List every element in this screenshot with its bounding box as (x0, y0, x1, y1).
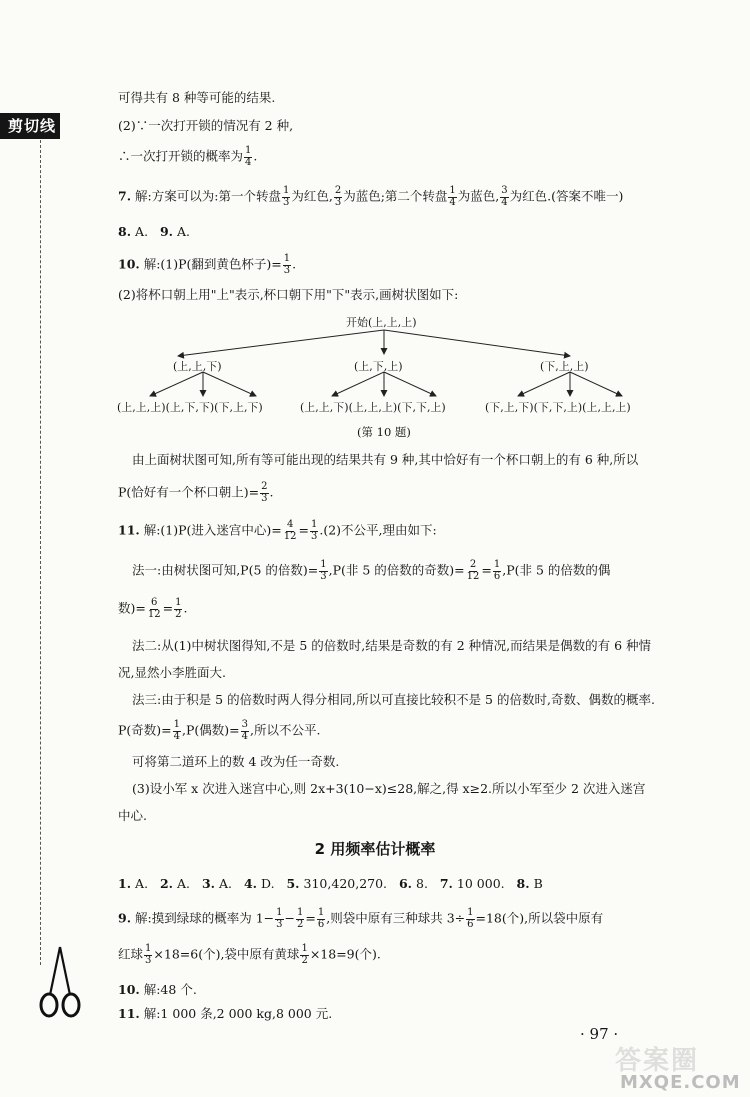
section2-question-11: 11. 解:1 000 条,2 000 kg,8 000 元. (118, 1006, 333, 1021)
cut-line-tab: 剪切线 (0, 113, 60, 139)
tree-level2-group: (上,上,上)(上,下,下)(下,上,下) (117, 401, 263, 414)
page-number: · 97 · (580, 1025, 619, 1043)
question-10: 10. 解:(1)P(翻到黄色杯子)= $\frac{1}{3}$ . (118, 253, 297, 276)
section-title: 2 用频率估计概率 (314, 840, 436, 858)
question-11: 11. 解:(1)P(进入迷宫中心)= $\frac{4}{12}$ = $\frac{1}{3}$ .(2)不公平,理由如下: (118, 519, 437, 542)
question-7: 7. 解:方案可以为:第一个转盘 $\frac{1}{3}$ 为红色, $\frac{2}{3}$ 为蓝色;第二个转盘 $\frac{1}{4}$ 为蓝色, $\frac{3}{4}$ 为红色.(答案不唯一) (118, 185, 624, 208)
tree-level1-node: (上,上,下) (173, 360, 222, 373)
watermark-logo: 答案圈 (615, 1046, 700, 1076)
section2-question-9: 9. 解:摸到绿球的概率为 1− $\frac{1}{3}$ − $\frac{1}{2}$ = $\frac{1}{6}$ ,则袋中原有三种球共 3÷ $\frac{1}{6}$ =18(个),所以袋中原有 (118, 907, 604, 930)
line-open-cases: (2)∵一次打开锁的情况有 2 种, (118, 118, 294, 133)
tree-root-node: 开始(上,上,上) (346, 316, 417, 329)
section2-question-10: 10. 解:48 个. (118, 982, 197, 997)
method-two-cont: 况,显然小李胜面大. (118, 665, 226, 680)
method-three: 法三:由于积是 5 的倍数时两人得分相同,所以可直接比较积不是 5 的倍数时,奇数、偶数的概率. (132, 692, 655, 707)
tree-level2-group: (上,上,下)(上,上,上)(下,下,上) (300, 401, 446, 414)
questions-8-9: 8. A. 9. A. (118, 224, 191, 239)
question-10-probability: P(恰好有一个杯口朝上)= $\frac{2}{3}$ . (118, 481, 274, 504)
scissors-icon (38, 945, 82, 1020)
tree-level2-group: (下,上,下)(下,下,上)(上,上,上) (485, 401, 631, 414)
part3-cont: 中心. (118, 808, 147, 823)
suggestion-line: 可将第二道环上的数 4 改为任一奇数. (132, 754, 340, 769)
line-open-probability: ∴一次打开锁的概率为 $\frac{1}{4}$ . (118, 145, 258, 168)
section2-question-9-cont: 红球 $\frac{1}{3}$ ×18=6(个),袋中原有黄球 $\frac{1}{2}$ ×18=9(个). (118, 943, 381, 966)
method-three-probabilities: P(奇数)= $\frac{1}{4}$ ,P(偶数)= $\frac{3}{4}$ ,所以不公平. (118, 719, 321, 742)
part3-line: (3)设小军 x 次进入迷宫中心,则 2x+3(10−x)≤28,解之,得 x≥2.所以小军至少 2 次进入迷宫 (132, 781, 646, 796)
tree-diagram (0, 0, 750, 440)
line-result-count: 可得共有 8 种等可能的结果. (118, 90, 276, 105)
watermark-url: MXQE.COM (620, 1072, 741, 1093)
method-two: 法二:从(1)中树状图得知,不是 5 的倍数时,结果是奇数的有 2 种情况,而结果是偶数的有 6 种情 (132, 638, 652, 653)
method-one: 法一:由树状图可知,P(5 的倍数)= $\frac{1}{3}$ ,P(非 5 的倍数的奇数)= $\frac{2}{12}$ = $\frac{1}{6}$ ,P(非 5 的倍数的偶 (132, 559, 611, 582)
short-answers: 1. A. 2. A. 3. A. 4. D. 5. 310,420,270. 6. 8. 7. 10 000. 8. B (118, 876, 543, 891)
tree-caption: (第 10 题) (357, 425, 411, 439)
question-10-part2: (2)将杯口朝上用"上"表示,杯口朝下用"下"表示,画树状图如下: (118, 287, 459, 302)
tree-level1-node: (上,下,上) (354, 360, 403, 373)
question-10-conclusion: 由上面树状图可知,所有等可能出现的结果共有 9 种,其中恰好有一个杯口朝上的有 6 种,所以 (132, 452, 639, 467)
method-one-cont: 数)= $\frac{6}{12}$ = $\frac{1}{2}$ . (118, 597, 188, 620)
fraction: $\frac{1}{4}$ (245, 145, 252, 168)
tree-level1-node: (下,上,上) (540, 360, 589, 373)
